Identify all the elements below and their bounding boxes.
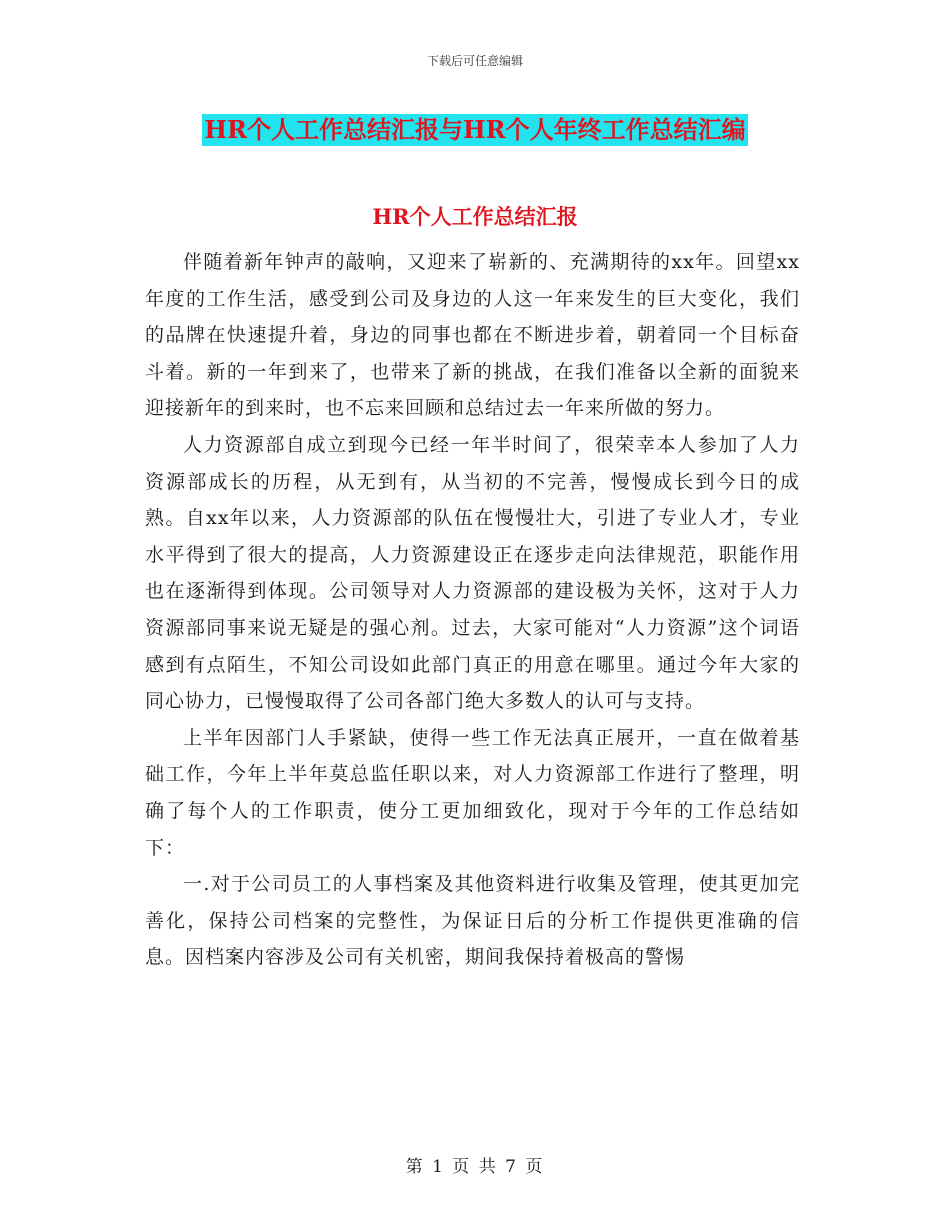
paragraph: 一.对于公司员工的人事档案及其他资料进行收集及管理，使其更加完善化，保持公司档案的完整性，为保证日后的分析工作提供更准确的信息。因档案内容涉及公司有关机密，期间我保持着极高的警惕 [145, 873, 800, 969]
document-main-title: HR个人工作总结汇报与HR个人年终工作总结汇编 [204, 115, 746, 144]
paragraph: 伴随着新年钟声的敲响，又迎来了崭新的、充满期待的xx年。回望xx年度的工作生活，感受到公司及身边的人这一年来发生的巨大变化，我们的品牌在快速提升着，身边的同事也都在不断进步着，朝着同一个目标奋斗着。新的一年到来了，也带来了新的挑战，在我们准备以全新的面貌来迎接新年的到来时，也不忘来回顾和总结过去一年来所做的努力。 [145, 251, 800, 420]
page-header-note: 下载后可任意编辑 [426, 54, 523, 68]
document-body [145, 244, 800, 976]
paragraph: 人力资源部自成立到现今已经一年半时间了，很荣幸本人参加了人力资源部成长的历程，从无到有，从当初的不完善，慢慢成长到今日的成熟。自xx年以来，人力资源部的队伍在慢慢壮大，引进了专业人才，专业水平得到了很大的提高，人力资源建设正在逐步走向法律规范，职能作用也在逐渐得到体现。公司领导对人力资源部的建设极为关怀，这对于人力资源部同事来说无疑是的强心剂。过去，大家可能对“人力资源”这个词语感到有点陌生，不知公司设如此部门真正的用意在哪里。通过今年大家的同心协力，已慢慢取得了公司各部门绝大多数人的认可与支持。 [145, 433, 800, 713]
main-title-container [0, 114, 950, 146]
section-title: HR个人工作总结汇报 [372, 204, 578, 229]
page-number-footer: 第 1 页 共 7 页 [405, 1157, 545, 1177]
paragraph: 上半年因部门人手紧缺，使得一些工作无法真正展开，一直在做着基础工作，今年上半年莫总监任职以来，对人力资源部工作进行了整理，明确了每个人的工作职责，使分工更加细致化，现对于今年的工作总结如下： [145, 726, 800, 859]
